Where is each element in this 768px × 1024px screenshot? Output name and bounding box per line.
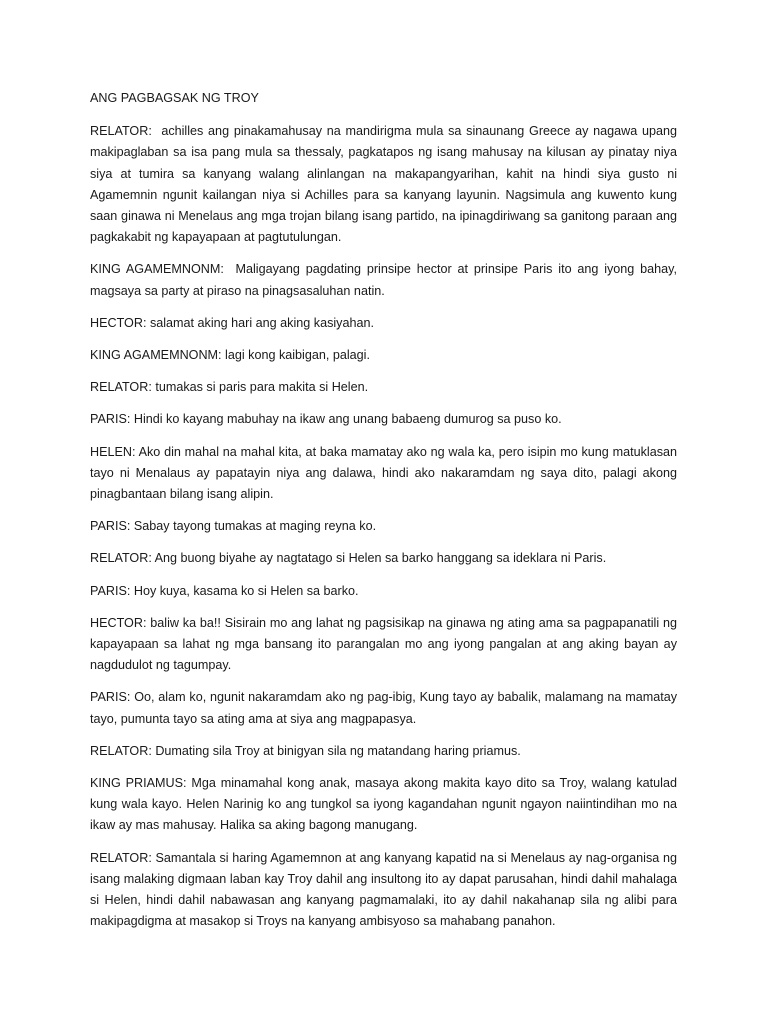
speaker-label: HECTOR: — [90, 615, 151, 630]
speaker-label: HELEN: — [90, 444, 139, 459]
speaker-label: RELATOR: — [90, 743, 156, 758]
dialogue-text: Sabay tayong tumakas at maging reyna ko. — [133, 519, 377, 534]
dialogue-body — [90, 121, 677, 932]
document-title: ANG PAGBAGSAK NG TROY — [90, 91, 259, 105]
speaker-label: PARIS: — [90, 412, 134, 427]
dialogue-paragraph — [90, 121, 677, 248]
dialogue-text: baliw ka ba!! Sisirain mo ang lahat ng pagsisikap na ginawa ng ating ama sa pagpapanatili ng kapayapaan sa lahat ng mga bansang ito parangalan mo ang iyong pangalan at ang aking bayan ay nagdudulot ng tagumpay. — [90, 615, 677, 673]
dialogue-text: salamat aking hari ang aking kasiyahan. — [149, 315, 374, 330]
speaker-label: PARIS: — [90, 690, 135, 705]
dialogue-paragraph — [90, 516, 677, 537]
speaker-label: HECTOR: — [90, 315, 150, 330]
dialogue-paragraph — [90, 848, 677, 933]
document-page — [90, 88, 677, 944]
speaker-label: KING AGAMEMNONM: — [90, 262, 236, 277]
dialogue-paragraph — [90, 581, 677, 602]
speaker-label: RELATOR: — [90, 850, 156, 865]
dialogue-paragraph — [90, 442, 677, 506]
speaker-label: PARIS: — [90, 519, 134, 534]
dialogue-text: Ang buong biyahe ay nagtatago si Helen sa barko hanggang sa ideklara ni Paris. — [154, 551, 607, 566]
speaker-label: KING AGAMEMNONM: — [90, 348, 226, 363]
dialogue-text: Dumating sila Troy at binigyan sila ng matandang haring priamus. — [155, 743, 521, 758]
speaker-label: KING PRIAMUS: — [90, 776, 192, 791]
speaker-label: RELATOR: — [90, 124, 162, 139]
dialogue-text: Ako din mahal na mahal kita, at baka mamatay ako ng wala ka, pero isipin mo kung matuklasan tayo ni Menalaus ay papatayin niya ang dalawa, hindi ako nakaramdam ng saya dito, palagi akong pinagbantaan bilang isang alipin. — [90, 444, 678, 502]
dialogue-paragraph — [90, 377, 677, 398]
dialogue-text: Maligayang pagdating prinsipe hector at prinsipe Paris ito ang iyong bahay, magsaya sa party at piraso na pinagsasaluhan natin. — [90, 262, 677, 298]
dialogue-text: lagi kong kaibigan, palagi. — [225, 348, 370, 363]
speaker-label: RELATOR: — [90, 380, 156, 395]
dialogue-text: Hoy kuya, kasama ko si Helen sa barko. — [133, 583, 359, 598]
dialogue-paragraph — [90, 548, 677, 569]
dialogue-paragraph — [90, 741, 677, 762]
speaker-label: RELATOR: — [90, 551, 155, 566]
dialogue-paragraph — [90, 687, 677, 729]
dialogue-text: Hindi ko kayang mabuhay na ikaw ang unang babaeng dumurog sa puso ko. — [133, 412, 562, 427]
speaker-label: PARIS: — [90, 583, 134, 598]
dialogue-paragraph — [90, 613, 677, 677]
dialogue-paragraph — [90, 259, 677, 301]
dialogue-paragraph — [90, 409, 677, 430]
dialogue-paragraph — [90, 313, 677, 334]
dialogue-text: achilles ang pinakamahusay na mandirigma mula sa sinaunang Greece ay nagawa upang makipaglaban sa isa pang mula sa thessaly, pagkatapos ng isang mahusay na kilusan ay pinatay niya siya at tumira sa kanyang walang alinlangan na makapangyarihan, kahit na hindi siya gusto ni Agamemnin ngunit kailangan niya si Achilles para sa kanyang layunin. Nagsimula ang kuwento kung saan ginawa ni Menelaus ang mga trojan bilang isang partido, na ipinagdiriwang sa ganitong paraan ang pagkakabit ng kapayapaan at pagtutulungan. — [90, 124, 677, 245]
dialogue-text: Oo, alam ko, ngunit nakaramdam ako ng pag-ibig, Kung tayo ay babalik, malamang na mamatay tayo, pumunta tayo sa ating ama at siya ang magpapasya. — [90, 690, 677, 726]
dialogue-paragraph — [90, 773, 677, 837]
dialogue-text: Samantala si haring Agamemnon at ang kanyang kapatid na si Menelaus ay nag-organisa ng isang malaking digmaan laban kay Troy dahil ang insultong ito ay dapat parusahan, hindi dahil mahalaga si Helen, hindi dahil nabawasan ang kanyang pagmamalaki, ito ay dahil nakahanap sila ng alibi para makipagdigma at masakop si Troys na kanyang ambisyoso sa mahabang panahon. — [90, 850, 677, 929]
dialogue-text: Mga minamahal kong anak, masaya akong makita kayo dito sa Troy, walang katulad kung wala kayo. Helen Narinig ko ang tungkol sa iyong kagandahan ngunit ngayon naiintindihan mo na ikaw ay mas mahusay. Halika sa aking bagong manugang. — [90, 776, 677, 833]
dialogue-paragraph — [90, 345, 677, 366]
dialogue-text: tumakas si paris para makita si Helen. — [155, 380, 369, 395]
